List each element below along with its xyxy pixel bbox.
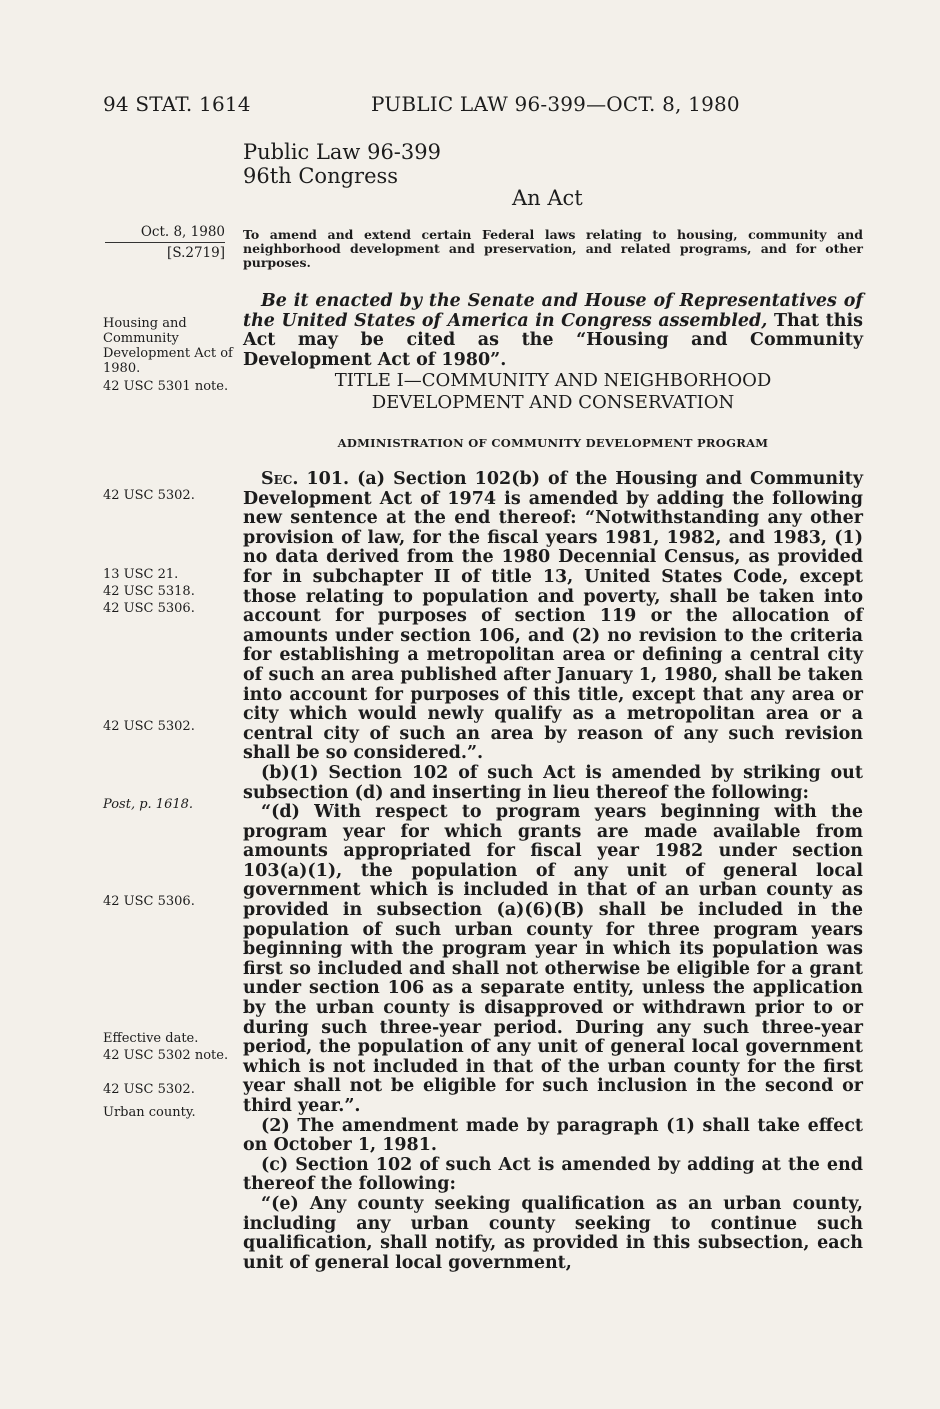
margin-note-post: Post, p. 1618. — [103, 797, 194, 812]
margin-note-5302b: 42 USC 5302. — [103, 719, 195, 734]
paragraph-sec-101a-text: 101. (a) Section 102(b) of the Housing and Community Development Act of 1974 is amended by adding the following new sentence at the end thereof: “Notwithstanding any other provision of law, for the fiscal years 1981, 1982, and 1983, (1) no data derived from the 1980 Decennial Census, as provided for in subchapter II of title 13, United States Code, except those relating to population and poverty, shall be taken into account for purposes of section 119 or the allocation of amounts under section 106, and (2) no revision to the criteria for establishing a metropolitan area or defining a central city of such an area published after January 1, 1980, shall be taken into account for purposes of this title, except that any area or city which would newly qualify as a metropolitan area or a central city of such an area by reason of any such revision shall be so considered.”. — [243, 469, 863, 764]
margin-note-13usc21: 13 USC 21. — [103, 567, 179, 582]
public-law-block — [243, 140, 441, 188]
margin-note-5302: 42 USC 5302. — [103, 488, 195, 503]
enacting-roman: That this Act may be cited as the “Housing and Community Development Act of 1980”. — [243, 310, 863, 370]
statute-page-number: 94 STAT. 1614 — [103, 92, 251, 116]
date-rule — [105, 242, 225, 243]
title-heading — [243, 370, 863, 414]
title-line-2: DEVELOPMENT AND CONSERVATION — [371, 392, 735, 413]
title-line-1: TITLE I—COMMUNITY AND NEIGHBORHOOD — [334, 370, 772, 391]
act-label: An Act — [512, 186, 583, 210]
margin-note-act-name: Housing and Community Development Act of 1980. — [103, 316, 233, 376]
paragraph-2: (2) The amendment made by paragraph (1) shall take effect on October 1, 1981. — [243, 1115, 863, 1156]
section-label: Sec. — [261, 469, 299, 489]
margin-note-5306: 42 USC 5306. — [103, 601, 195, 616]
public-law-number: Public Law 96-399 — [243, 140, 441, 164]
margin-note-5302c: 42 USC 5302. — [103, 1082, 195, 1097]
margin-note-urban-county: Urban county. — [103, 1105, 196, 1120]
margin-note-effective-date: Effective date. — [103, 1031, 199, 1046]
enacting-italic: Be it enacted by the Senate and House of Representatives of the United States of America in Congress assembled, — [243, 291, 863, 331]
subheading: ADMINISTRATION OF COMMUNITY DEVELOPMENT PROGRAM — [337, 436, 769, 450]
margin-note-5302-note: 42 USC 5302 note. — [103, 1048, 229, 1063]
paragraph-c: (c) Section 102 of such Act is amended by adding at the end thereof the following: — [243, 1154, 863, 1195]
paragraph-b1: (b)(1) Section 102 of such Act is amended by striking out subsection (d) and inserting in lieu thereof the following: — [243, 762, 863, 803]
paragraph-sec-101a — [243, 470, 863, 764]
margin-date-block — [105, 224, 225, 262]
section-body — [243, 470, 863, 1273]
margin-note-5318: 42 USC 5318. — [103, 584, 195, 599]
margin-note-5306b: 42 USC 5306. — [103, 894, 195, 909]
bill-number: [S.2719] — [167, 245, 225, 261]
congress-number: 96th Congress — [243, 164, 399, 188]
enacting-clause — [243, 292, 863, 370]
act-purpose: To amend and extend certain Federal laws relating to housing, community and neighborhood development and preservation, and related programs, and for other purposes. — [243, 227, 863, 270]
enactment-date: Oct. 8, 1980 — [140, 224, 225, 240]
paragraph-e: “(e) Any county seeking qualification as an urban county, including any urban county seeking to continue such qualification, shall notify, as provided in this subsection, each unit of general local government, — [243, 1193, 863, 1273]
law-date-heading: PUBLIC LAW 96-399—OCT. 8, 1980 — [371, 92, 740, 116]
margin-note-5301: 42 USC 5301 note. — [103, 379, 229, 394]
paragraph-d: “(d) With respect to program years beginning with the program year for which grants are made available from amounts appropriated for fiscal year 1982 under section 103(a)(1), the population of any unit of general local government which is included in that of an urban county as provided in subsection (a)(6)(B) shall be included in the population of such urban county for three program years beginning with the program year in which its population was first so included and shall not otherwise be eligible for a grant under section 106 as a separate entity, unless the application by the urban county is disapproved or withdrawn prior to or during such three-year period. During any such three-year period, the population of any unit of general local government which is not included in that of the urban county for the first year shall not be eligible for such inclusion in the second or third year.”. — [243, 802, 863, 1116]
